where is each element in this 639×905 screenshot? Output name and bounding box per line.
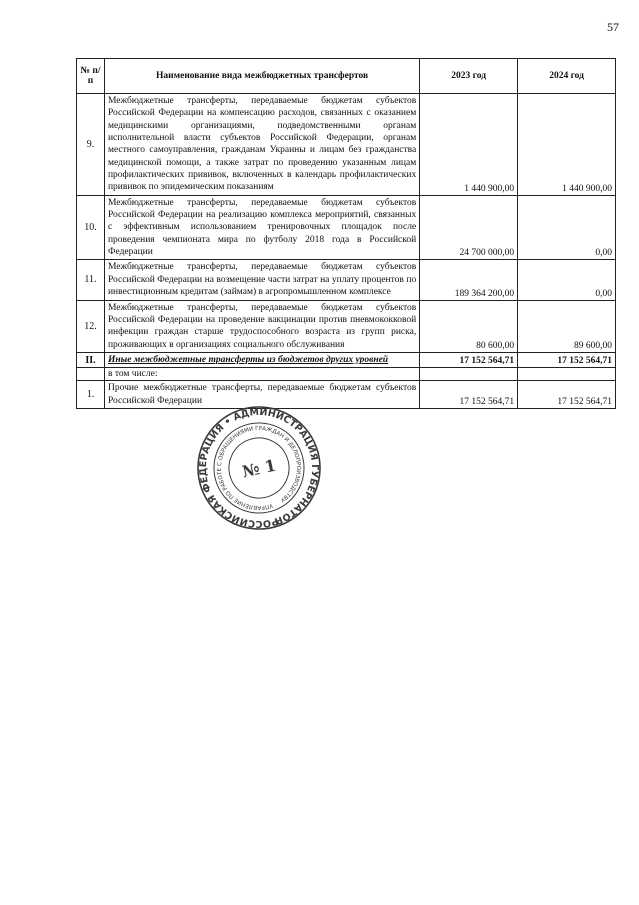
page-number: 57 [607,20,619,34]
transfers-table [76,58,616,409]
empty-cell [518,368,616,381]
table-row [77,195,616,260]
row-name: Межбюджетные трансферты, передаваемые бюджетам субъектов Российской Федерации на возмещение части затрат на уплату процентов по инвестиционным кредитам (займам) в агропромышленном комплексе [104,260,419,300]
header-2023: 2023 год [420,59,518,94]
row-name: Межбюджетные трансферты, передаваемые бюджетам субъектов Российской Федерации на реализацию комплекса мероприятий, связанных с эффективным использованием тренировочных площадок после проведения чемпионата мира по футболу 2018 года в Российской Федерации [104,195,419,260]
row-name: Прочие межбюджетные трансферты, передаваемые бюджетам субъектов Российской Федерации [104,381,419,409]
table-row [77,260,616,300]
table-row [77,300,616,352]
section-value-2024: 17 152 564,71 [518,352,616,367]
row-num: 9. [77,94,105,196]
seal-inner-text: УПРАВЛЕНИЕ ПО РАБОТЕ С ОБРАЩЕНИЯМИ ГРАЖДАН И ДЕЛОПРОИЗВОДСТВУ [216,425,302,511]
section-name: Иные межбюджетные трансферты из бюджетов других уровней [104,352,419,367]
header-num: № п/п [77,59,105,94]
table-row [77,381,616,409]
seal-number: № 1 [240,455,278,482]
table-row [77,94,616,196]
row-name: Межбюджетные трансферты, передаваемые бюджетам субъектов Российской Федерации на компенсацию расходов, связанных с оказанием медицинскими организациями, подведомственными органам исполнительной власти субъектов Российской Федерации, органам местного самоуправления, гражданам Украины и лицам без гражданства медицинской помощи, а также затрат по проведению указанным лицам профилактических прививок, включенных в календарь профилактических прививок по эпидемическим показаниям [104,94,419,196]
row-value-2024: 89 600,00 [518,300,616,352]
row-num: 11. [77,260,105,300]
including-row [77,368,616,381]
row-value-2023: 1 440 900,00 [420,94,518,196]
row-value-2024: 1 440 900,00 [518,94,616,196]
including-label: в том числе: [104,368,419,381]
row-value-2023: 80 600,00 [420,300,518,352]
row-num: 10. [77,195,105,260]
row-value-2024: 0,00 [518,195,616,260]
row-name: Межбюджетные трансферты, передаваемые бюджетам субъектов Российской Федерации на проведение вакцинации против пневмококковой инфекции граждан старше трудоспособного возраста из групп риска, проживающих в организациях социального обслуживания [104,300,419,352]
official-seal [196,405,322,531]
section-num: II. [77,352,105,367]
empty-cell [420,368,518,381]
seal-outer-text: РОССИЙСКАЯ ФЕДЕРАЦИЯ • АДМИНИСТРАЦИЯ ГУБЕРНАТОРА [197,406,321,530]
row-value-2023: 17 152 564,71 [420,381,518,409]
row-value-2023: 24 700 000,00 [420,195,518,260]
row-value-2024: 17 152 564,71 [518,381,616,409]
row-num: 12. [77,300,105,352]
section-row [77,352,616,367]
header-name: Наименование вида межбюджетных трансфертов [104,59,419,94]
row-num: 1. [77,381,105,409]
row-value-2023: 189 364 200,00 [420,260,518,300]
header-2024: 2024 год [518,59,616,94]
row-value-2024: 0,00 [518,260,616,300]
section-value-2023: 17 152 564,71 [420,352,518,367]
empty-cell [77,368,105,381]
table-header [77,59,616,94]
